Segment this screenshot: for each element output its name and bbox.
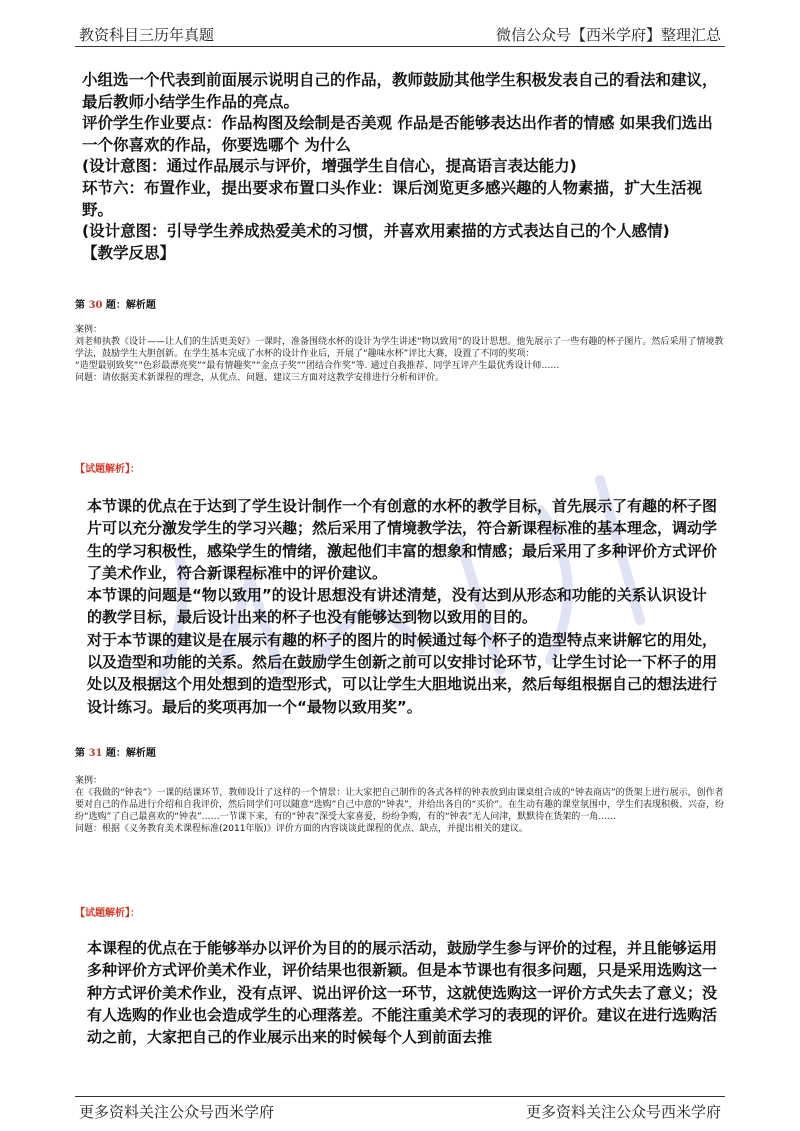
top-line: 【教学反思】 [82,243,176,262]
q31-title [75,744,156,759]
footer-left-text: 更多资料关注公众号西米学府 [79,1103,275,1121]
q31-case-line: 问题：根据《义务教育美术课程标准(2011年版)》评价方面的内容谈谈此课程的优点、缺点，并提出相关的建议。 [75,824,528,834]
q31-case [75,775,725,835]
header-right-text: 微信公众号【西米学府】整理汇总 [495,26,721,44]
page-header [75,22,725,47]
q31-case-line: 案例： [75,776,103,786]
q30-analysis-label: 【试题解析】： [75,464,140,475]
top-line: 评价学生作业要点：作品构图及绘制是否美观 作品是否能够表达出作者的情感 如果我们选出一个你喜欢的作品，你要选哪个 为什么 [82,114,713,154]
q30-case-line: 案例： [75,325,103,335]
top-line: (设计意图：引导学生养成热爱美术的习惯，并喜欢用素描的方式表达自己的个人感情) [82,222,670,241]
q30-case [75,324,725,384]
footer-right-text: 更多资料关注公众号西米学府 [525,1103,721,1121]
q30-case-line: 刘老师执教《设计——让人们的生活更美好》一课时，准备围绕水杯的设计为学生讲述“物以致用”的设计思想。他先展示了一些有趣的杯子图片。然后采用了情境教学法，鼓励学生大胆创新。在学生基本完成了水杯的设计作业后，开展了“趣味水杯”评比大赛，设置了不同的奖项： [75,337,724,359]
q31-case-line: 在《我做的“钟表”》一课的结课环节，教师设计了这样的一个情景：让大家把自己制作的各式各样的钟表放到由课桌组合成的“钟表商店”的货架上进行展示，创作者要对自己的作品进行介绍和自我评价，然后同学们可以随意“选购”自己中意的“钟表”，并给出各自的“买价”。在生动有趣的课堂氛围中，学生们表现积极、兴奋，纷纷“选购”了自己最喜欢的“钟表”……一节课下来，有的“钟表”深受大家喜爱，纷纷争购，有的“钟表”无人问津，默默待在货架的一角…… [75,788,724,822]
q30-answer [87,495,719,718]
q31-answer-para: 本课程的优点在于能够举办以评价为目的的展示活动，鼓励学生参与评价的过程，并且能够运用多种评价方式评价美术作业，评价结果也很新颖。但是本节课也有很多问题，只是采用选购这一种方式评价美术作业，没有点评、说出评价这一环节，这就使选购这一评价方式失去了意义；没有人选购的作业也会造成学生的心理落差。不能注重美术学习的表现的评价。建议在进行选购活动之前，大家把自己的作业展示出来的时候每个人到前面去推 [87,939,718,1047]
top-line: 小组选一个代表到前面展示说明自己的作品，教师鼓励其他学生积极发表自己的看法和建议，最后教师小结学生作品的亮点。 [82,71,718,111]
header-left-text: 教资科目三历年真题 [79,26,215,44]
top-line: 环节六：布置作业，提出要求布置口头作业：课后浏览更多感兴趣的人物素描，扩大生活视野。 [82,178,703,219]
q31-suffix: 题：解析题 [105,748,156,759]
q30-suffix: 题：解析题 [105,300,156,311]
q30-number: 30 [88,300,103,311]
top-line: (设计意图：通过作品展示与评价，增强学生自信心，提高语言表达能力) [82,157,577,176]
q30-answer-para: 本节课的问题是“物以致用”的设计思想没有讲述清楚，没有达到从形态和功能的关系认识设计的教学目标，最后设计出来的杯子也没有能够达到物以致用的目的。 [87,586,707,627]
q30-answer-para: 本节课的优点在于达到了学生设计制作一个有创意的水杯的教学目标，首先展示了有趣的杯子图片可以充分激发学生的学习兴趣；然后采用了情境教学法，符合新课程标准的基本理念，调动学生的学习积极性，感染学生的情绪，激起他们丰富的想象和情感；最后采用了多种评价方式评价了美术作业，符合新课程标准中的评价建议。 [87,497,718,582]
top-section [82,70,722,264]
q30-case-line: 问题：请依据美术新课程的理念，从优点、问题、建议三方面对这教学安排进行分析和评价。 [75,373,445,383]
q31-answer [87,937,719,1048]
q30-title [75,296,156,311]
q30-prefix: 第 [75,300,85,311]
q30-case-line: “造型最别致奖”“色彩最漂亮奖”“最有情趣奖”“金点子奖”“团结合作奖”等. 通过自我推荐、同学互评产生最优秀设计师…… [75,361,560,371]
q31-analysis-label: 【试题解析】： [75,908,140,919]
q31-prefix: 第 [75,748,85,759]
q31-number: 31 [88,748,103,759]
q30-answer-para: 对于本节课的建议是在展示有趣的杯子的图片的时候通过每个杯子的造型特点来讲解它的用处，以及造型和功能的关系。然后在鼓励学生创新之前可以安排讨论环节，让学生讨论一下杯子的用处以及根据这个用处想到的造型形式，可以让学生大胆地说出来，然后每组根据自己的想法进行设计练习。最后的奖项再加一个“最物以致用奖”。 [87,630,718,716]
page-footer [75,1096,725,1125]
